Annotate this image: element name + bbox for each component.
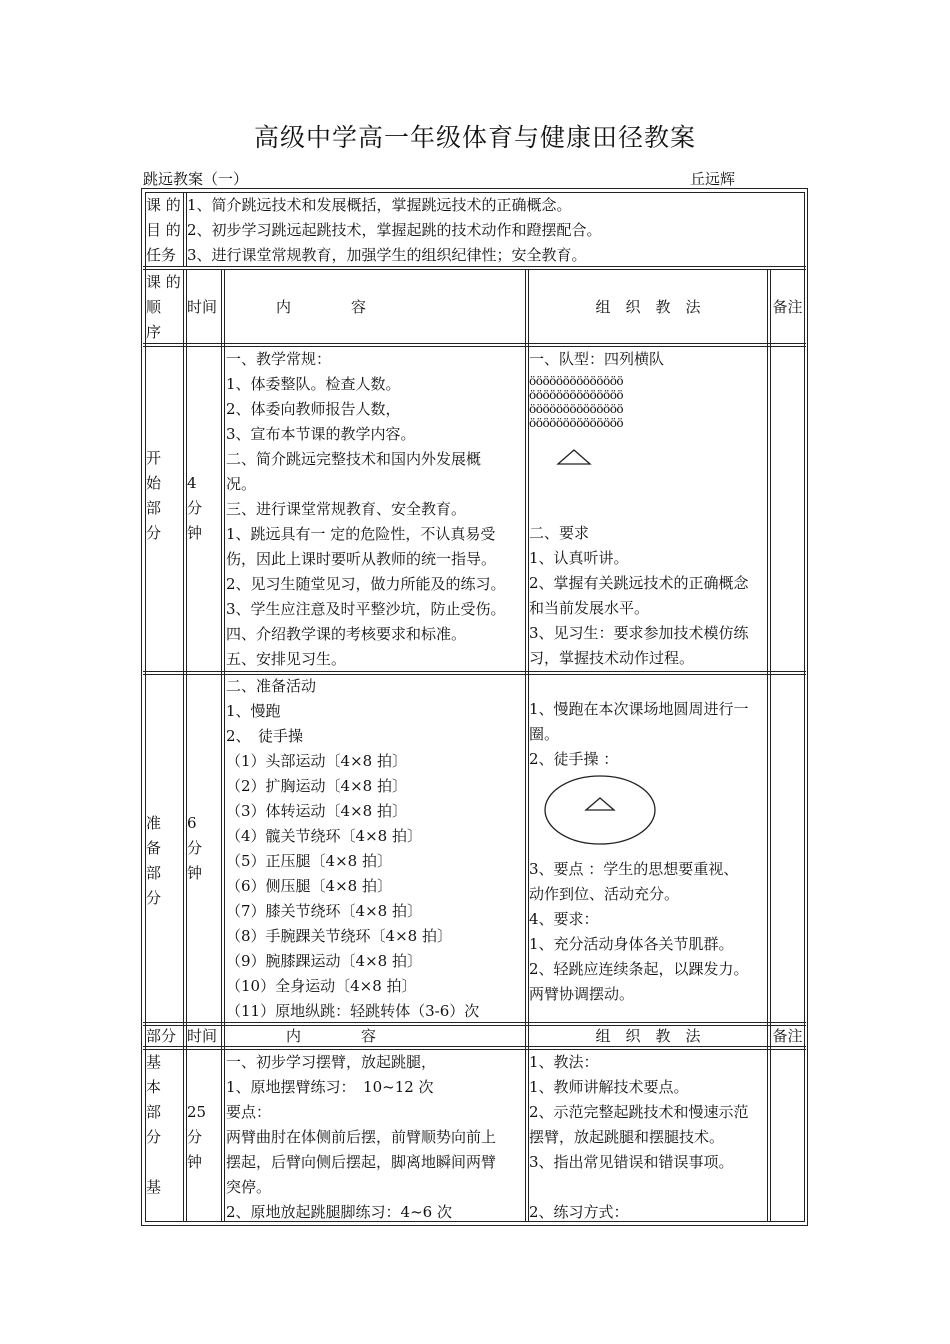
text-line: 3、宣布本节课的教学内容。 bbox=[226, 425, 416, 443]
text-line: 两臂协调摆动。 bbox=[529, 985, 635, 1003]
text-line: （6）侧压腿〔4×8 拍〕 bbox=[226, 877, 392, 895]
label-char: 开 bbox=[146, 449, 162, 467]
text-line: 一、教学常规： bbox=[226, 350, 332, 368]
text-line: 五、安排见习生。 bbox=[226, 650, 347, 668]
text-line: 动作到位、活动充分。 bbox=[529, 885, 680, 903]
prep-time bbox=[187, 811, 221, 886]
text-line: 和当前发展水平。 bbox=[529, 599, 650, 617]
time-char: 钟 bbox=[187, 1153, 203, 1171]
text-line: （8）手腕踝关节绕环〔4×8 拍〕 bbox=[226, 927, 452, 945]
table-rule bbox=[143, 343, 806, 344]
header-note: 备注 bbox=[772, 298, 803, 316]
label-char: 部 bbox=[146, 1103, 162, 1121]
header2-method: 组 织 教 法 bbox=[595, 1027, 701, 1045]
header-order bbox=[146, 270, 183, 345]
header2-time: 时间 bbox=[187, 1027, 218, 1045]
author-name: 丘远辉 bbox=[690, 170, 736, 188]
header-time: 时间 bbox=[187, 298, 218, 316]
page-title: 高级中学高一年级体育与健康田径教案 bbox=[253, 123, 696, 152]
text-line: 伤，因此上课时要听从教师的统一指导。 bbox=[226, 550, 497, 568]
label-char bbox=[146, 1150, 183, 1175]
text-line: 1、认真听讲。 bbox=[529, 549, 629, 567]
label-char: 基 bbox=[146, 1178, 162, 1196]
text-line: 两臂曲肘在体侧前后摆，前臂顺势向前上 bbox=[226, 1128, 497, 1146]
basic-part-label bbox=[146, 1050, 183, 1200]
time-char: 分 bbox=[187, 839, 203, 857]
text-line: 况。 bbox=[226, 475, 257, 493]
text-line: 3、进行课堂常规教育，加强学生的组织纪律性；安全教育。 bbox=[187, 246, 587, 264]
text-line: 3、学生应注意及时平整沙坑，防止受伤。 bbox=[226, 600, 506, 618]
text-line: 1、跳远具有一 定的危险性，不认真易受 bbox=[226, 525, 496, 543]
time-char: 分 bbox=[187, 1128, 203, 1146]
task-content bbox=[187, 193, 802, 268]
table-rule bbox=[186, 269, 187, 1222]
table-rule bbox=[804, 192, 805, 1222]
label-line: 课 的 bbox=[146, 196, 181, 214]
task-label bbox=[146, 193, 183, 268]
text-line: 三、进行课堂常规教育、安全教育。 bbox=[226, 500, 467, 518]
running-circle-diagram bbox=[543, 774, 658, 846]
header-content: 内 容 bbox=[276, 298, 367, 316]
header2-note: 备注 bbox=[772, 1027, 803, 1045]
text-line: 1、原地摆臂练习： 10~12 次 bbox=[226, 1078, 434, 1096]
text-line: 习，掌握技术动作过程。 bbox=[529, 649, 695, 667]
text-line: 2、初步学习跳远起跳技术，掌握起跳的技术动作和蹬摆配合。 bbox=[187, 221, 602, 239]
table-rule bbox=[183, 269, 184, 1222]
text-line: （10）全身运动〔4×8 拍〕 bbox=[226, 977, 417, 995]
text-line: 2、见习生随堂见习，做力所能及的练习。 bbox=[226, 575, 506, 593]
header-method: 组 织 教 法 bbox=[595, 298, 701, 316]
lesson-subtitle: 跳远教案（一） bbox=[143, 170, 249, 188]
text-line: （5）正压腿〔4×8 拍〕 bbox=[226, 852, 392, 870]
table-rule bbox=[807, 188, 808, 1226]
text-line: 二、准备活动 bbox=[226, 677, 317, 695]
text-line: 2、掌握有关跳远技术的正确概念 bbox=[529, 574, 749, 592]
text-line: 1、体委整队。检查人数。 bbox=[226, 375, 401, 393]
basic-time bbox=[187, 1100, 221, 1175]
label-char: 本 bbox=[146, 1078, 162, 1096]
text-line: 摆起，后臂向侧后摆起，脚离地瞬间两臂 bbox=[226, 1153, 497, 1171]
table-rule bbox=[141, 188, 808, 189]
text-line: 4、要求： bbox=[529, 910, 599, 928]
formation-row: öööööööööööööö bbox=[529, 402, 624, 416]
label-line: 课 的 bbox=[146, 273, 181, 291]
text-line: （3）体转运动〔4×8 拍〕 bbox=[226, 802, 407, 820]
text-line: 2、练习方式： bbox=[529, 1203, 629, 1221]
label-char: 备 bbox=[146, 839, 162, 857]
time-char: 分 bbox=[187, 499, 203, 517]
header2-content: 内 容 bbox=[286, 1027, 377, 1045]
text-line: 1、慢跑在本次课场地圆周进行一 bbox=[529, 700, 749, 718]
label-char: 分 bbox=[146, 524, 162, 542]
label-char: 部 bbox=[146, 864, 162, 882]
table-rule bbox=[224, 269, 225, 1222]
text-line: 摆臂，放起跳腿和摆腿技术。 bbox=[529, 1128, 725, 1146]
text-line: 2、徒手操 ： bbox=[529, 750, 619, 768]
text-line: （2）扩胸运动〔4×8 拍〕 bbox=[226, 777, 407, 795]
text-line bbox=[529, 1175, 771, 1200]
table-rule bbox=[143, 269, 806, 270]
text-line: 1、简介跳远技术和发展概括，掌握跳远技术的正确概念。 bbox=[187, 196, 572, 214]
basic-method bbox=[529, 1050, 771, 1225]
time-char: 4 bbox=[187, 474, 197, 492]
label-line: 目 的 bbox=[146, 221, 181, 239]
text-line: 2、示范完整起跳技术和慢速示范 bbox=[529, 1103, 749, 1121]
time-char: 钟 bbox=[187, 524, 203, 542]
start-time bbox=[187, 471, 221, 546]
text-line: （11）原地纵跳：轻跳转体（3-6）次 bbox=[226, 1002, 480, 1020]
time-char: 6 bbox=[187, 814, 197, 832]
table-rule bbox=[141, 188, 142, 1226]
teacher-triangle-icon bbox=[556, 448, 592, 466]
text-line: 一、初步学习摆臂，放起跳腿， bbox=[226, 1053, 437, 1071]
text-line: 2、 徒手操 bbox=[226, 727, 304, 745]
prep-method-top bbox=[529, 697, 771, 772]
label-char: 始 bbox=[146, 474, 162, 492]
header2-part: 部分 bbox=[146, 1027, 177, 1045]
formation-row: öööööööööööööö bbox=[529, 388, 624, 402]
prep-part-label bbox=[146, 811, 183, 911]
text-line: 二、要求 bbox=[529, 524, 590, 542]
text-line: 1、充分活动身体各关节肌群。 bbox=[529, 935, 734, 953]
table-rule bbox=[141, 1225, 808, 1226]
text-line: 二、简介跳远完整技术和国内外发展概 bbox=[226, 450, 482, 468]
text-line: 3、指出常见错误和错误事项。 bbox=[529, 1153, 734, 1171]
text-line: 1、教法： bbox=[529, 1053, 599, 1071]
text-line: （4）髋关节绕环〔4×8 拍〕 bbox=[226, 827, 422, 845]
label-char: 基 bbox=[146, 1053, 162, 1071]
table-rule bbox=[183, 192, 184, 266]
label-char: 分 bbox=[146, 1128, 162, 1146]
label-line: 序 bbox=[146, 323, 162, 341]
text-line: 3、见习生：要求参加技术模仿练 bbox=[529, 624, 749, 642]
label-char: 部 bbox=[146, 499, 162, 517]
text-line: （7）膝关节绕环〔4×8 拍〕 bbox=[226, 902, 422, 920]
start-content bbox=[226, 347, 526, 672]
label-line: 任务 bbox=[146, 246, 177, 264]
text-line: 四、介绍教学课的考核要求和标准。 bbox=[226, 625, 467, 643]
start-part-label bbox=[146, 446, 183, 546]
text-line: 圈。 bbox=[529, 725, 560, 743]
start-method-top: 一、队型：四列横队 bbox=[529, 350, 665, 368]
start-method-bottom bbox=[529, 521, 767, 671]
formation-row: öööööööööööööö bbox=[529, 374, 624, 388]
formation-row: öööööööööööööö bbox=[529, 416, 624, 430]
label-char: 分 bbox=[146, 889, 162, 907]
text-line: 2、体委向教师报告人数， bbox=[226, 400, 401, 418]
text-line: （9）腕膝踝运动〔4×8 拍〕 bbox=[226, 952, 422, 970]
text-line: 2、轻跳应连续条起，以踝发力。 bbox=[529, 960, 749, 978]
prep-method-bottom bbox=[529, 857, 767, 1007]
text-line: 要点： bbox=[226, 1103, 272, 1121]
label-char: 准 bbox=[146, 814, 162, 832]
text-line: 1、慢跑 bbox=[226, 702, 281, 720]
text-line: （1）头部运动〔4×8 拍〕 bbox=[226, 752, 407, 770]
formation-rows bbox=[529, 374, 639, 430]
text-line: 3、要点 ：学生的思想要重视、 bbox=[529, 860, 739, 878]
prep-content bbox=[226, 674, 526, 1024]
text-line: 1、教师讲解技术要点。 bbox=[529, 1078, 689, 1096]
text-line: 2、原地放起跳腿脚练习：4~6 次 bbox=[226, 1203, 452, 1221]
basic-content bbox=[226, 1050, 526, 1225]
time-char: 25 bbox=[187, 1103, 207, 1121]
label-line: 顺 bbox=[146, 298, 162, 316]
teacher-triangle-icon bbox=[586, 798, 614, 810]
text-line: 突停。 bbox=[226, 1178, 272, 1196]
time-char: 钟 bbox=[187, 864, 203, 882]
table-rule bbox=[221, 269, 222, 1222]
